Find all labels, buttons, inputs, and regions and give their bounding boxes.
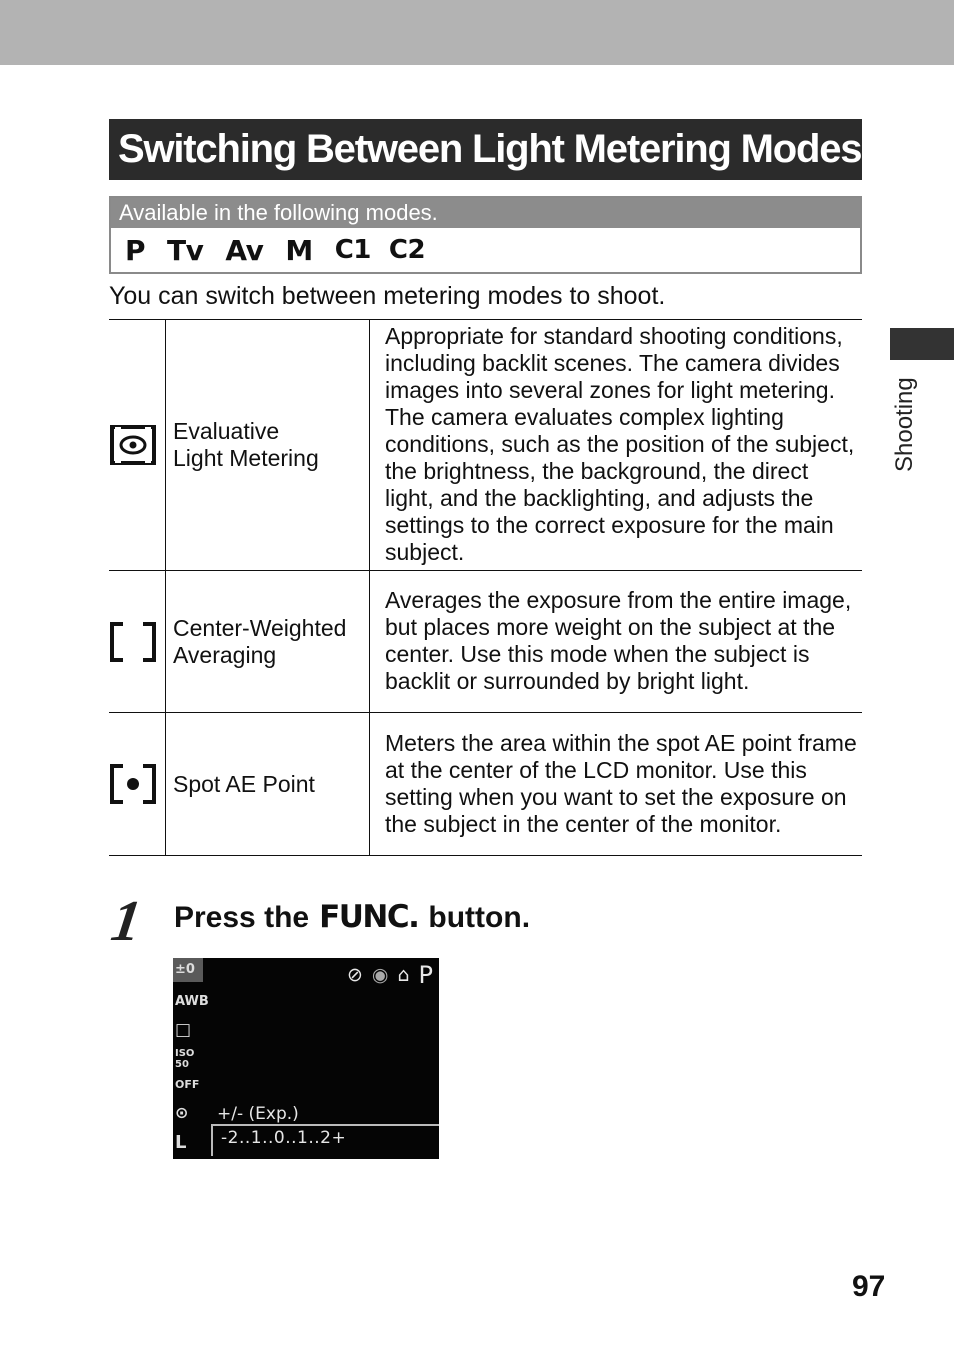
evaluative-metering-icon <box>109 320 166 571</box>
table-row <box>109 320 862 571</box>
metering-name: Evaluative Light Metering <box>166 320 370 571</box>
mode-c2-icon: C2 <box>388 235 426 265</box>
lcd-exposure-item: ±0 <box>175 962 195 977</box>
lcd-effect-item: OFF <box>175 1078 200 1091</box>
metering-modes-table <box>109 319 862 856</box>
page-number: 97 <box>852 1270 886 1303</box>
flash-off-icon: ⊘ <box>346 964 363 986</box>
mode-tv-icon: Tv <box>167 233 204 267</box>
metering-name: Center-Weighted Averaging <box>166 571 370 713</box>
mode-av-icon: Av <box>225 233 264 267</box>
available-modes-box <box>109 196 862 274</box>
lcd-resolution-item: L <box>175 1132 187 1153</box>
lock-icon: ⌂ <box>397 964 410 986</box>
lcd-status-icons <box>347 961 433 989</box>
mode-list <box>111 228 860 272</box>
lcd-iso-item: ISO 50 <box>175 1048 195 1070</box>
center-weighted-metering-icon <box>109 571 166 713</box>
lcd-exposure-label: +/- (Exp.) <box>217 1104 299 1124</box>
intro-text: You can switch between metering modes to shoot. <box>109 282 666 310</box>
spot-metering-icon <box>109 713 166 856</box>
mode-m-icon: M <box>285 233 313 267</box>
table-row <box>109 713 862 856</box>
metering-name: Spot AE Point <box>166 713 370 856</box>
mode-c1-icon: C1 <box>334 235 371 265</box>
table-row <box>109 571 862 713</box>
mode-p-icon: P <box>125 233 146 267</box>
available-modes-label: Available in the following modes. <box>111 198 860 228</box>
lcd-wb-item: AWB <box>175 994 209 1009</box>
step-instruction: Press the FUNC. button. <box>174 899 531 935</box>
side-tab-label: Shooting <box>891 377 918 473</box>
side-tab-marker <box>890 328 954 360</box>
func-button-icon: FUNC. <box>319 899 419 935</box>
red-eye-icon: ◉ <box>371 964 389 986</box>
lcd-mode-indicator: P <box>418 961 433 989</box>
lcd-exposure-scale: -2..1..0..1..2+ <box>221 1128 347 1148</box>
lcd-drive-item: □ <box>175 1020 192 1040</box>
metering-description: Meters the area within the spot AE point frame at the center of the LCD monitor. Use this setting when you want to set the exposure on the subject in the center of the monitor. <box>385 729 857 837</box>
top-band <box>0 0 954 65</box>
lcd-metering-item: ⊙ <box>175 1103 189 1122</box>
lcd-screen-illustration <box>173 958 439 1159</box>
step-number: 1 <box>107 888 146 953</box>
metering-description: Appropriate for standard shooting conditions, including backlit scenes. The camera divides images into several zones for light metering. The camera evaluates complex lighting conditions, such as the position of the subject, the brightness, the background, the direct light, and the backlighting, and adjusts the settings to the correct exposure for the main subject. <box>385 323 855 565</box>
section-title: Switching Between Light Metering Modes <box>109 119 862 180</box>
metering-description: Averages the exposure from the entire image, but places more weight on the subject at the center. Use this mode when the subject is backlit or surrounded by bright light. <box>385 587 852 694</box>
